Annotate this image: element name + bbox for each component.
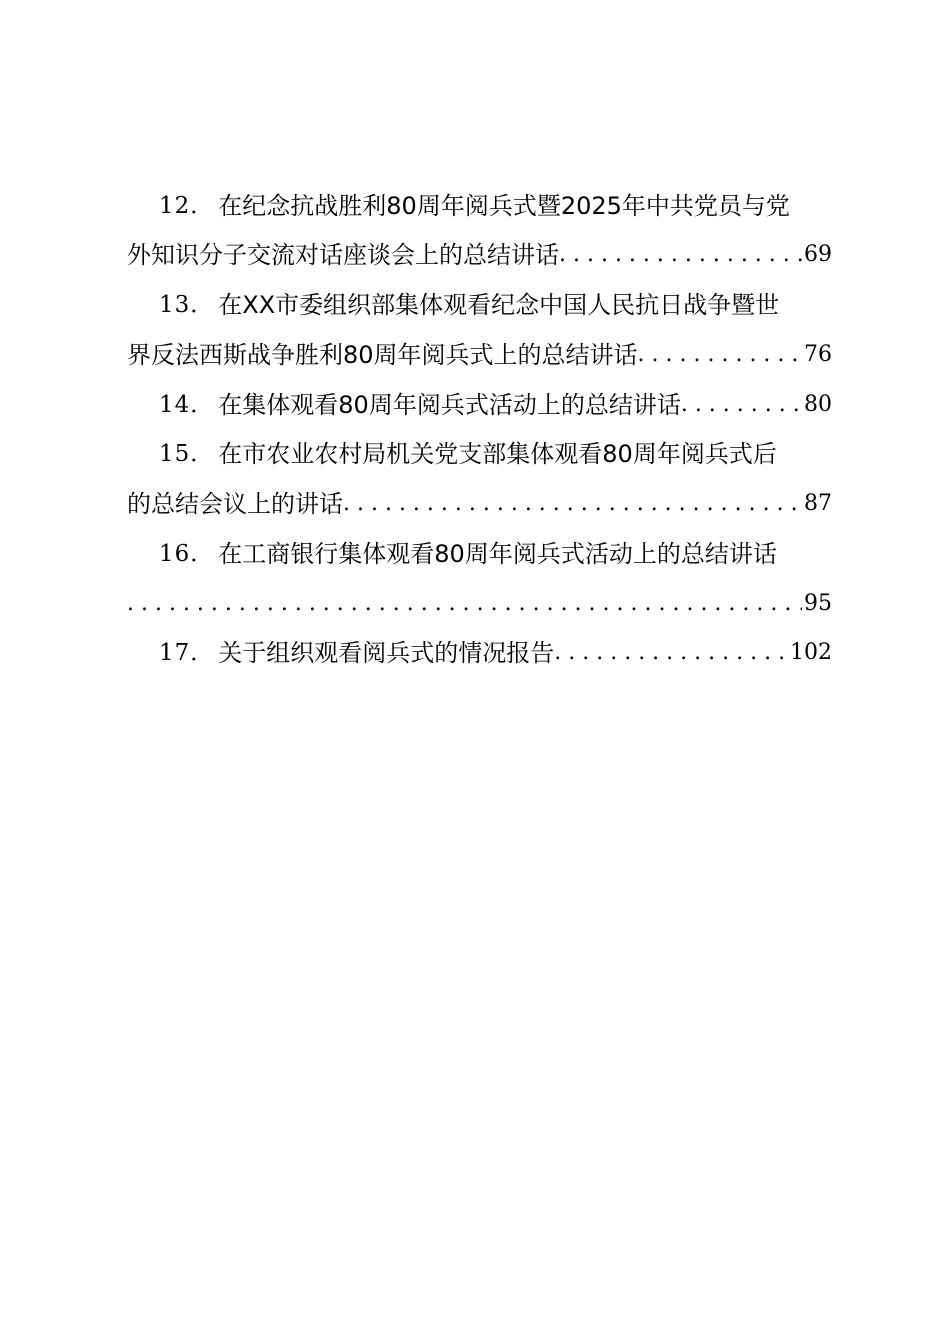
toc-entry-16-line1[interactable]	[127, 529, 832, 579]
toc-entry-title-continued: 的总结会议上的讲话	[127, 490, 343, 518]
toc-entry-13-line1[interactable]	[127, 280, 832, 330]
toc-entry-number: 16．	[159, 541, 215, 567]
toc-entry-number: 15．	[159, 441, 215, 467]
dot-leader	[127, 579, 802, 629]
dot-leader	[638, 330, 802, 380]
toc-entry-13-line2[interactable]	[127, 330, 832, 380]
dot-leader	[554, 628, 788, 678]
toc-entry-14[interactable]	[127, 380, 832, 430]
toc-entry-15-line2[interactable]	[127, 479, 832, 529]
toc-entry-number: 12．	[159, 193, 215, 219]
toc-page-number: 69	[804, 242, 832, 267]
toc-entry-title: 在纪念抗战胜利80周年阅兵式暨2025年中共党员与党	[218, 192, 790, 220]
toc-entry-title: 在XX市委组织部集体观看纪念中国人民抗日战争暨世	[218, 291, 780, 319]
toc-entry-title-continued: 界反法西斯战争胜利80周年阅兵式上的总结讲话	[127, 341, 638, 369]
toc-entry-title: 在工商银行集体观看80周年阅兵式活动上的总结讲话	[218, 540, 777, 568]
toc-page-number: 80	[804, 392, 832, 417]
toc-entry-12-line2[interactable]	[127, 230, 832, 280]
toc-entry-17[interactable]	[127, 628, 832, 678]
dot-leader	[343, 479, 802, 529]
dot-leader	[559, 230, 802, 280]
toc-page-number: 76	[804, 342, 832, 367]
toc-entry-title: 关于组织观看阅兵式的情况报告	[218, 639, 555, 667]
dot-leader	[681, 380, 802, 430]
toc-page-number: 102	[790, 640, 832, 665]
toc-entry-number: 17．	[159, 640, 215, 666]
toc-entry-15-line1[interactable]	[127, 429, 832, 479]
toc-entry-12-line1[interactable]	[127, 181, 832, 231]
toc-entry-title-continued: 外知识分子交流对话座谈会上的总结讲话	[127, 241, 559, 269]
toc-entry-number: 14．	[159, 392, 215, 418]
toc-entry-number: 13．	[159, 292, 215, 318]
toc-entry-title: 在市农业农村局机关党支部集体观看80周年阅兵式后	[218, 440, 777, 468]
toc-entry-16-line2[interactable]	[127, 579, 832, 629]
toc-entry-title: 在集体观看80周年阅兵式活动上的总结讲话	[218, 391, 681, 419]
toc-page-number: 95	[804, 591, 832, 616]
toc-page-number: 87	[804, 491, 832, 516]
